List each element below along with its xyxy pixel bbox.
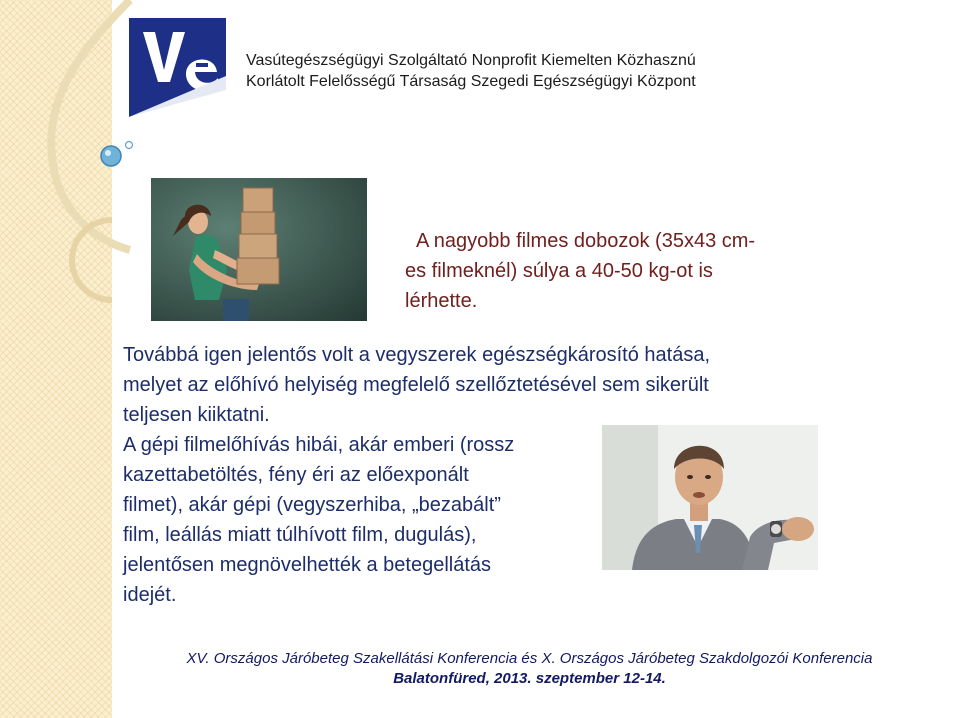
paragraph-2-line: A gépi filmelőhívás hibái, akár emberi (rossz (123, 434, 515, 456)
paragraph-1-line: teljesen kiiktatni. (123, 404, 270, 426)
ve-logo (129, 18, 226, 117)
organization-header (246, 50, 846, 92)
conference-footer: XV. Országos Járóbeteg Szakellátási Konferencia és X. Országos Járóbeteg Szakdolgozói Konferencia (186, 650, 873, 667)
paragraph-2-line: filmet), akár gépi (vegyszerhiba, „bezabált” (123, 494, 501, 516)
organization-name-line-1: Vasútegészségügyi Szolgáltató Nonprofit Kiemelten Közhasznú (246, 52, 696, 69)
conference-date-location: Balatonfüred, 2013. szeptember 12-14. (393, 670, 666, 687)
paragraph-2-line: jelentősen megnövelhették a betegellátás (123, 554, 492, 576)
callout-line: A nagyobb filmes dobozok (35x43 cm- (416, 230, 756, 252)
callout-line: es filmeknél) súlya a 40-50 kg-ot is (405, 260, 713, 282)
callout-line: lérhette. (405, 290, 478, 312)
paragraph-2-line: idejét. (123, 584, 177, 606)
paragraph-1-line: Továbbá igen jelentős volt a vegyszerek egészségkárosító hatása, (123, 344, 711, 366)
paragraph-2-line: film, leállás miatt túlhívott film, dugulás), (123, 524, 477, 546)
paragraph-1-line: melyet az előhívó helyiség megfelelő szellőztetésével sem sikerült (123, 374, 709, 396)
callout-text (405, 226, 805, 316)
woman-carrying-boxes-photo (151, 178, 367, 321)
man-checking-watch-photo (602, 425, 818, 570)
organization-name-line-2: Korlátolt Felelősségű Társaság Szegedi Egészségügyi Központ (246, 73, 696, 90)
paragraph-2-line: kazettabetöltés, fény éri az előexponált (123, 464, 469, 486)
